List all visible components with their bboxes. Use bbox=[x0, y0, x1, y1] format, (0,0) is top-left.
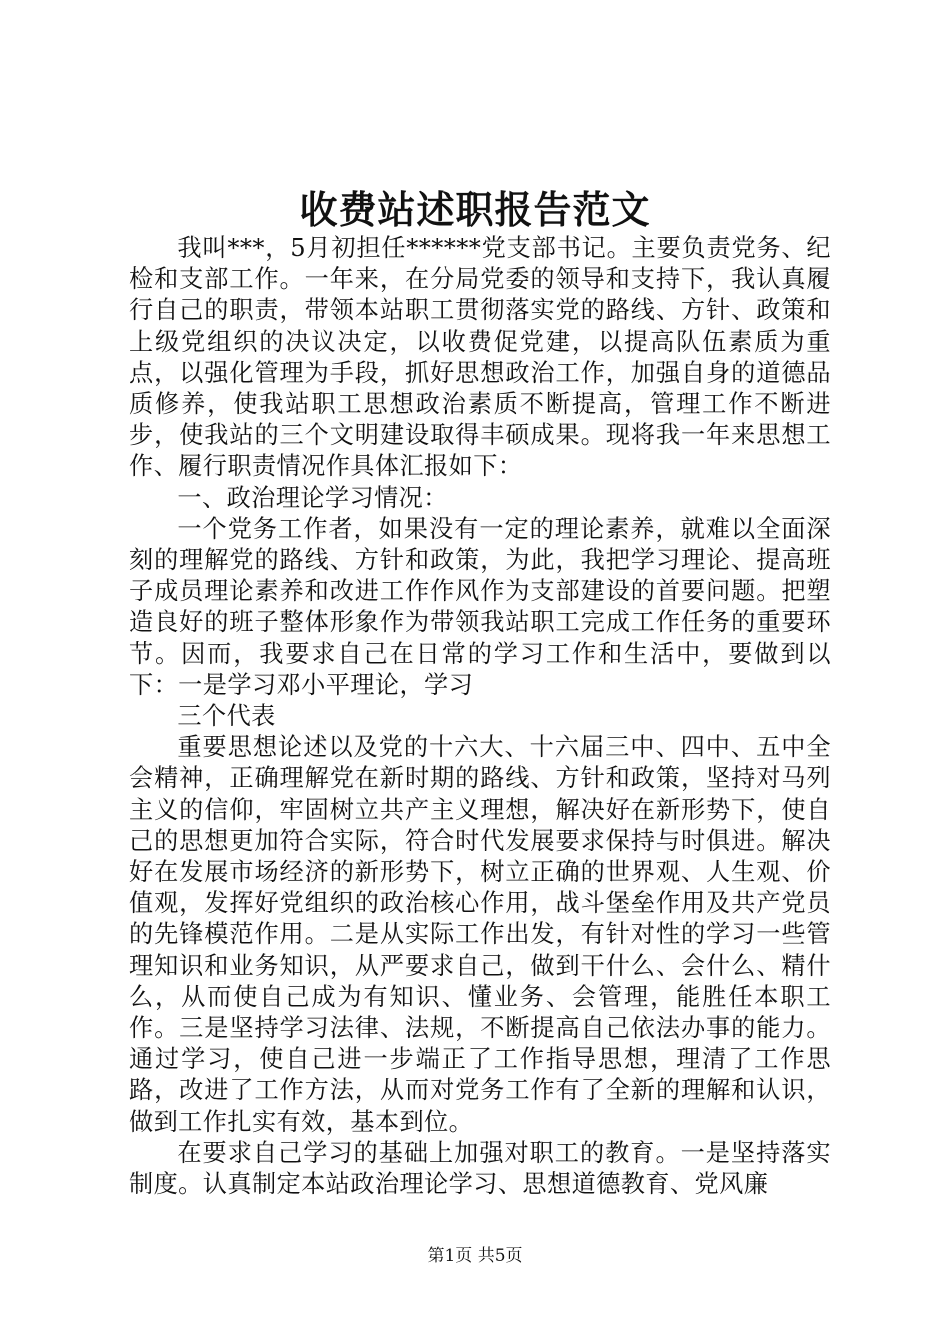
paragraph-intro: 我叫***，5月初担任******党支部书记。主要负责党务、纪检和支部工作。一年来，在分局党委的领导和支持下，我认真履行自己的职责，带领本站职工贯彻落实党的路线、方针、政策和上级党组织的决议决定，以收费促党建，以提高队伍素质为重点，以强化管理为手段，抓好思想政治工作，加强自身的道德品质修养，使我站职工思想政治素质不断提高，管理工作不断进步，使我站的三个文明建设取得丰硕成果。现将我一年来思想工作、履行职责情况作具体汇报如下： bbox=[129, 234, 831, 481]
document-title: 收费站述职报告范文 bbox=[299, 187, 651, 232]
paragraph-three-represents: 三个代表 bbox=[177, 702, 276, 731]
document-body bbox=[129, 233, 831, 1200]
paragraph-staff-education: 在要求自己学习的基础上加强对职工的教育。一是坚持落实制度。认真制定本站政治理论学习、思想道德教育、党风廉 bbox=[129, 1138, 831, 1199]
paragraph-theory-study: 一个党务工作者，如果没有一定的理论素养，就难以全面深刻的理解党的路线、方针和政策，为此，我把学习理论、提高班子成员理论素养和改进工作作风作为支部建设的首要问题。把塑造良好的班子整体形象作为带领我站职工完成工作任务的重要环节。因而，我要求自己在日常的学习工作和生活中，要做到以下：一是学习邓小平理论，学习 bbox=[129, 514, 831, 699]
paragraph-important-thoughts: 重要思想论述以及党的十六大、十六届三中、四中、五中全会精神，正确理解党在新时期的路线、方针和政策，坚持对马列主义的信仰，牢固树立共产主义理想，解决好在新形势下，使自己的思想更加符合实际，符合时代发展要求保持与时俱进。解决好在发展市场经济的新形势下，树立正确的世界观、人生观、价值观，发挥好党组织的政治核心作用，战斗堡垒作用及共产党员的先锋模范作用。二是从实际工作出发，有针对性的学习一些管理知识和业务知识，从严要求自己，做到干什么、会什么、精什么，从而使自己成为有知识、懂业务、会管理，能胜任本职工作。三是坚持学习法律、法规，不断提高自己依法办事的能力。通过学习，使自己进一步端正了工作指导思想，理清了工作思路，改进了工作方法，从而对党务工作有了全新的理解和认识，做到工作扎实有效，基本到位。 bbox=[129, 733, 831, 1136]
page-number-footer: 第1页 共5页 bbox=[427, 1246, 523, 1266]
section-heading-political-study: 一、政治理论学习情况： bbox=[177, 483, 448, 512]
